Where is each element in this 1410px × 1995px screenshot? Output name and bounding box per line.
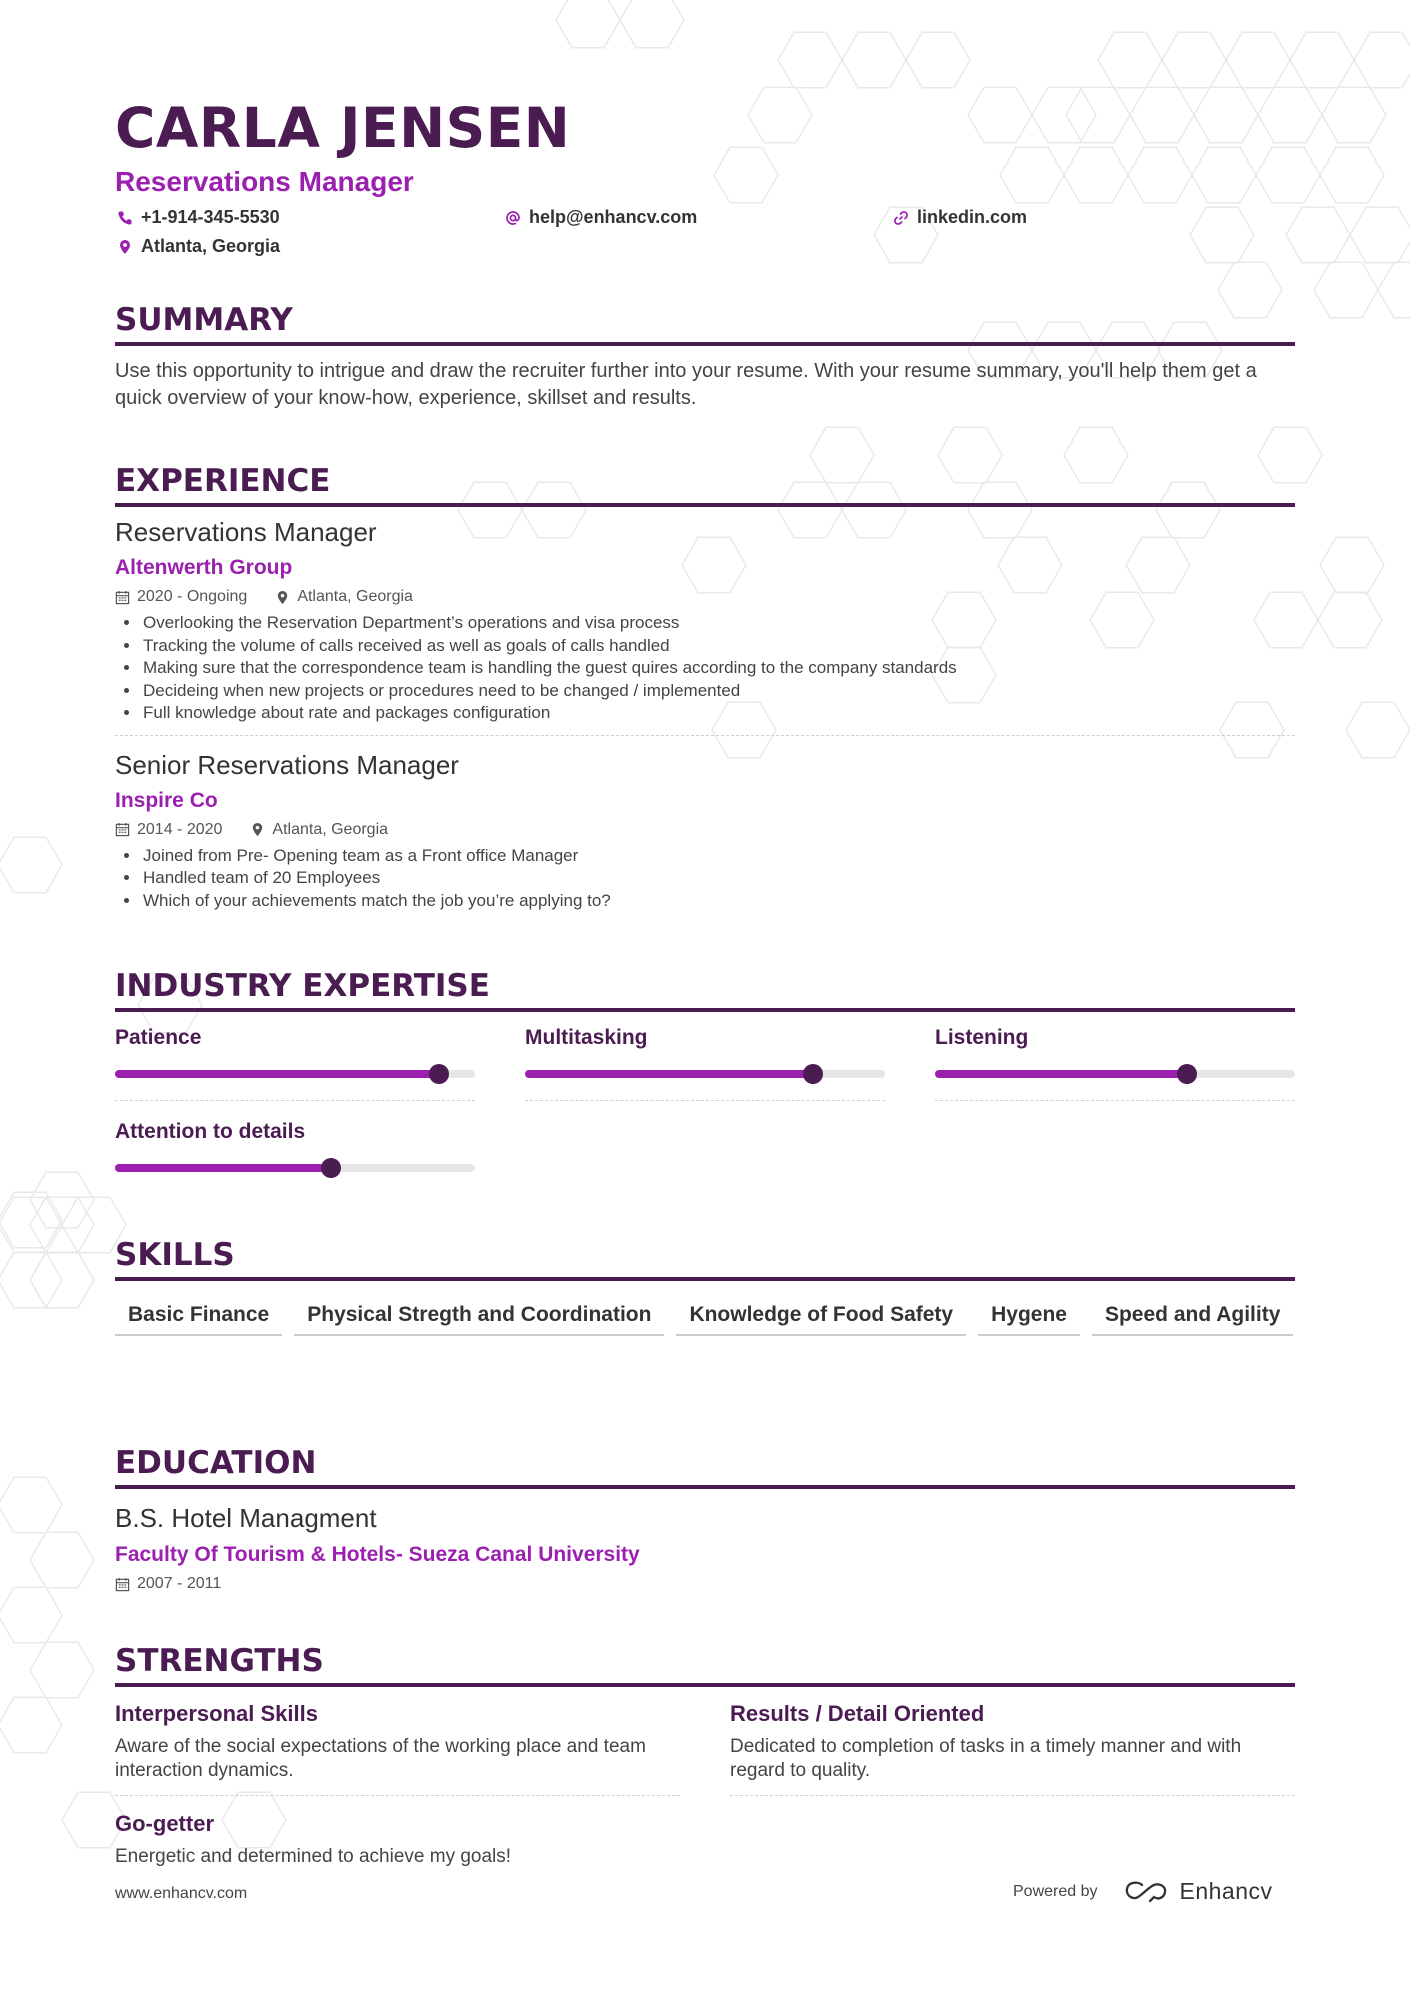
hexagon-decoration [0, 1587, 62, 1642]
hexagon-decoration [1226, 32, 1290, 87]
skills-list [115, 1295, 1295, 1336]
expertise-item [935, 1026, 1295, 1101]
hexagon-decoration [1320, 537, 1384, 592]
candidate-title: Reservations Manager [115, 166, 414, 197]
expertise-label: Multitasking [525, 1026, 648, 1049]
skills-section [115, 1235, 1295, 1336]
location-contact [117, 236, 280, 257]
phone-text: +1-914-345-5530 [141, 207, 280, 227]
hexagon-decoration [1318, 592, 1382, 647]
skill-tag: Hygene [978, 1295, 1080, 1336]
hexagon-decoration [556, 0, 620, 48]
calendar-icon [115, 590, 130, 605]
strength-desc: Energetic and determined to achieve my goals! [115, 1846, 512, 1867]
education-dates [115, 1575, 221, 1593]
skill-tag: Knowledge of Food Safety [676, 1295, 966, 1336]
link-icon [893, 210, 909, 226]
education-school: Faculty Of Tourism & Hotels- Sueza Canal University [115, 1543, 640, 1566]
strengths-section [115, 1641, 1295, 1901]
email-contact[interactable] [505, 207, 697, 228]
brand-name: Enhancv [1179, 1878, 1273, 1904]
hexagon-decoration [1162, 32, 1226, 87]
hexagon-decoration [1258, 87, 1322, 142]
education-heading: EDUCATION [115, 1443, 1295, 1489]
hexagon-decoration [778, 32, 842, 87]
job-bullet: • Decideing when new projects or procedures need to be changed / implemented [141, 680, 1295, 703]
hexagon-decoration [0, 837, 62, 892]
hexagon-decoration [1378, 262, 1410, 317]
divider [935, 1100, 1295, 1101]
job-dates-text: 2020 - Ongoing [137, 588, 248, 605]
brand-logo[interactable] [1124, 1878, 1273, 1905]
hexagon-decoration [1354, 32, 1410, 87]
job-title: Reservations Manager [115, 517, 377, 547]
job-bullet: • Which of your achievements match the job you’re applying to? [141, 890, 1295, 913]
hexagon-decoration [1322, 87, 1386, 142]
job-bullet: • Full knowledge about rate and packages configuration [141, 702, 1295, 725]
job-bullets [141, 612, 1295, 725]
hexagon-decoration [1320, 147, 1384, 202]
strength-item [115, 1701, 680, 1796]
hexagon-decoration [968, 87, 1032, 142]
at-icon [505, 210, 521, 226]
expertise-bar [115, 1070, 475, 1078]
expertise-bar-fill [525, 1070, 813, 1078]
strength-title: Results / Detail Oriented [730, 1701, 985, 1726]
skill-tag: Speed and Agility [1092, 1295, 1293, 1336]
summary-text: Use this opportunity to intrigue and draw the recruiter further into your resume. With your resume summary, you'll help them get a quick overview of your know-how, experience, skillset and results. [115, 360, 1257, 409]
hexagon-decoration [30, 1642, 94, 1697]
website-text: linkedin.com [917, 207, 1028, 227]
job-company: Altenwerth Group [115, 556, 293, 579]
expertise-bar [935, 1070, 1295, 1078]
hexagon-decoration [906, 32, 970, 87]
expertise-item [525, 1026, 885, 1101]
job-bullet: • Joined from Pre- Opening team as a Front office Manager [141, 845, 1295, 868]
expertise-item [115, 1120, 475, 1172]
strength-item [730, 1701, 1295, 1796]
expertise-section [115, 966, 1295, 1206]
expertise-bar-knob [1177, 1064, 1197, 1084]
strengths-grid [115, 1701, 1295, 1901]
divider [525, 1100, 885, 1101]
job-dates-text: 2014 - 2020 [137, 820, 223, 838]
footer-branding [1013, 1878, 1273, 1905]
job-dates [115, 821, 222, 839]
hexagon-decoration [0, 1197, 62, 1252]
expertise-bar-fill [935, 1070, 1187, 1078]
hexagon-decoration [1194, 87, 1258, 142]
hexagon-decoration [1350, 207, 1410, 262]
hexagon-decoration [1066, 87, 1130, 142]
education-section [115, 1443, 1295, 1593]
divider [115, 1795, 680, 1796]
strength-desc: Aware of the social expectations of the working place and team interaction dynamics. [115, 1736, 646, 1781]
hexagon-decoration [1290, 32, 1354, 87]
hexagon-decoration [1098, 32, 1162, 87]
expertise-bar [115, 1164, 475, 1172]
hexagon-decoration [1256, 147, 1320, 202]
location-pin-icon [117, 239, 133, 255]
divider [730, 1795, 1295, 1796]
experience-section [115, 461, 1295, 912]
expertise-heading: INDUSTRY EXPERTISE [115, 966, 1295, 1012]
job-meta [115, 821, 1295, 839]
hexagon-decoration [1192, 147, 1256, 202]
job-company: Inspire Co [115, 788, 218, 812]
skill-tag: Physical Stregth and Coordination [294, 1295, 664, 1336]
hexagon-decoration [1286, 207, 1350, 262]
expertise-label: Listening [935, 1026, 1029, 1049]
hexagon-decoration [0, 1252, 62, 1307]
enhancv-logo-icon [1124, 1881, 1170, 1903]
job-bullet: • Overlooking the Reservation Department’s operations and visa process [141, 612, 1295, 635]
education-meta [115, 1575, 1295, 1593]
hexagon-decoration [620, 0, 684, 48]
job-location-text: Atlanta, Georgia [272, 820, 389, 838]
experience-heading: EXPERIENCE [115, 461, 1295, 507]
hexagon-decoration [1314, 262, 1378, 317]
expertise-label: Attention to details [115, 1120, 306, 1143]
job-location [250, 821, 388, 839]
job-bullet: • Handled team of 20 Employees [141, 867, 1295, 890]
email-text: help@enhancv.com [529, 207, 698, 227]
hexagon-decoration [1032, 87, 1096, 142]
powered-by-text: Powered by [1013, 1882, 1098, 1900]
candidate-name: CARLA JENSEN [115, 96, 571, 160]
hexagon-decoration [714, 147, 778, 202]
education-dates-text: 2007 - 2011 [137, 1575, 222, 1592]
hexagon-decoration [0, 1697, 62, 1752]
divider [115, 1100, 475, 1101]
hexagon-decoration [0, 1477, 62, 1532]
expertise-bar [525, 1070, 885, 1078]
job-entry [115, 517, 1295, 736]
hexagon-decoration [30, 1532, 94, 1587]
summary-heading: SUMMARY [115, 300, 1295, 346]
hexagon-decoration [1130, 87, 1194, 142]
expertise-bar-knob [803, 1064, 823, 1084]
job-dates [115, 588, 247, 606]
hexagon-decoration [1128, 147, 1192, 202]
location-pin-icon [250, 822, 265, 837]
expertise-bar-knob [321, 1158, 341, 1178]
education-degree: B.S. Hotel Managment [115, 1503, 377, 1533]
job-location-text: Atlanta, Georgia [297, 588, 413, 605]
calendar-icon [115, 1577, 130, 1592]
job-bullets [141, 845, 1295, 913]
summary-section [115, 300, 1295, 412]
job-bullet: • Making sure that the correspondence team is handling the guest quires according to the company standards [141, 657, 1295, 680]
expertise-grid [115, 1026, 1295, 1206]
location-text: Atlanta, Georgia [141, 236, 281, 256]
website-contact[interactable] [893, 207, 1027, 228]
hexagon-decoration [842, 32, 906, 87]
strength-desc: Dedicated to completion of tasks in a timely manner and with regard to quality. [730, 1736, 1242, 1781]
location-pin-icon [275, 590, 290, 605]
expertise-item [115, 1026, 475, 1101]
strength-item [115, 1811, 680, 1869]
hexagon-decoration [1064, 147, 1128, 202]
phone-icon [117, 210, 133, 226]
job-bullet: • Tracking the volume of calls received as well as goals of calls handled [141, 635, 1295, 658]
strength-title: Interpersonal Skills [115, 1701, 318, 1726]
job-title: Senior Reservations Manager [115, 749, 459, 780]
expertise-bar-fill [115, 1070, 439, 1078]
job-location [275, 588, 413, 606]
job-entry [115, 750, 1295, 913]
expertise-label: Patience [115, 1026, 202, 1049]
skills-heading: SKILLS [115, 1235, 1295, 1281]
footer-website[interactable]: www.enhancv.com [115, 1885, 248, 1902]
expertise-bar-fill [115, 1164, 331, 1172]
calendar-icon [115, 822, 130, 837]
strengths-heading: STRENGTHS [115, 1641, 1295, 1687]
hexagon-decoration [1346, 702, 1410, 757]
phone-contact[interactable] [117, 207, 280, 228]
job-meta [115, 588, 1295, 606]
expertise-bar-knob [429, 1064, 449, 1084]
strength-title: Go-getter [115, 1811, 214, 1836]
skill-tag: Basic Finance [115, 1295, 282, 1336]
hexagon-decoration [748, 87, 812, 142]
hexagon-decoration [1000, 147, 1064, 202]
hexagon-decoration [1190, 207, 1254, 262]
